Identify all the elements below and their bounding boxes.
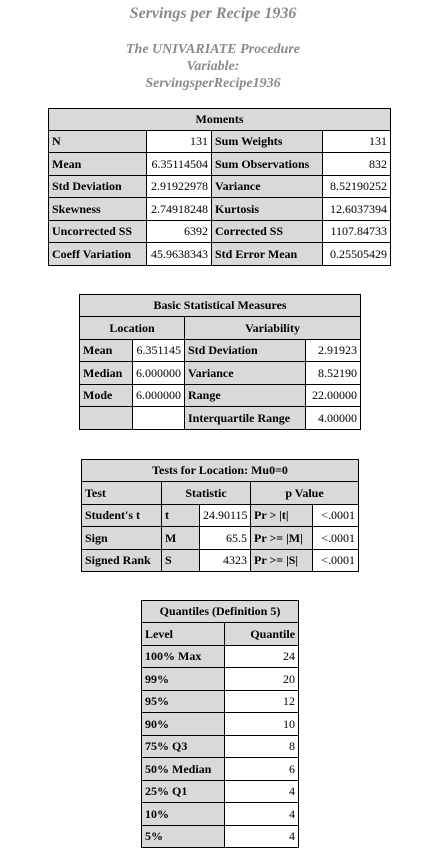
location-value: 6.000000 [133, 385, 185, 407]
quantile-level: 5% [142, 826, 225, 848]
quantile-value: 20 [225, 668, 299, 691]
location-label: Mean [80, 340, 133, 362]
stat-value: 2.91922978 [147, 176, 212, 198]
table-row [142, 781, 299, 803]
pvalue-label: Pr >= |S| [251, 550, 313, 572]
table-row [142, 758, 299, 781]
quantile-level: 95% [142, 691, 225, 713]
statistic-symbol: S [162, 550, 200, 572]
quantile-level: 90% [142, 713, 225, 736]
table-row [142, 713, 299, 736]
table-row [142, 803, 299, 826]
table-row [49, 176, 391, 198]
quantile-level: 99% [142, 668, 225, 691]
stat-value: 1107.84733 [323, 221, 391, 243]
variability-value: 4.00000 [306, 407, 361, 430]
variability-value: 2.91923 [306, 340, 361, 362]
table-row [142, 736, 299, 758]
table-row [49, 243, 391, 266]
variability-value: 8.52190 [306, 362, 361, 385]
statistic-value: 4323 [200, 550, 251, 572]
statistic-value: 24.90115 [200, 505, 251, 527]
quantile-value: 10 [225, 713, 299, 736]
quantile-value: 4 [225, 826, 299, 848]
stat-value: 2.74918248 [147, 198, 212, 221]
stat-value: 0.25505429 [323, 243, 391, 266]
quantile-level: 75% Q3 [142, 736, 225, 758]
statistic-symbol: M [162, 527, 200, 550]
quantile-value: 6 [225, 758, 299, 781]
quantile-value: 4 [225, 781, 299, 803]
quantile-value: 12 [225, 691, 299, 713]
stat-label: N [49, 131, 147, 153]
quantiles-table [141, 600, 299, 848]
location-value [133, 407, 185, 430]
basic-measures-table [79, 294, 361, 430]
stat-label: Std Error Mean [212, 243, 323, 266]
basic-measures-title: Basic Statistical Measures [80, 295, 361, 317]
location-value: 6.351145 [133, 340, 185, 362]
table-row [82, 527, 359, 550]
table-row [80, 407, 361, 430]
test-name: Sign [82, 527, 162, 550]
test-name: Student's t [82, 505, 162, 527]
quantiles-title: Quantiles (Definition 5) [142, 601, 299, 623]
quantile-level: 100% Max [142, 646, 225, 668]
pvalue: <.0001 [313, 505, 359, 527]
stat-label: Sum Weights [212, 131, 323, 153]
location-label: Mode [80, 385, 133, 407]
variability-label: Interquartile Range [185, 407, 306, 430]
stat-value: 832 [323, 153, 391, 176]
table-row [80, 340, 361, 362]
table-row [80, 362, 361, 385]
stat-value: 131 [147, 131, 212, 153]
variable-name: ServingsperRecipe1936 [145, 76, 281, 91]
stat-value: 131 [323, 131, 391, 153]
pvalue-label: Pr > |t| [251, 505, 313, 527]
quantile-level: 10% [142, 803, 225, 826]
variability-header: Variability [185, 317, 361, 340]
statistic-symbol: t [162, 505, 200, 527]
quantile-level: 50% Median [142, 758, 225, 781]
stat-value: 6.35114504 [147, 153, 212, 176]
variable-label: Variable: [186, 59, 240, 74]
stat-label: Std Deviation [49, 176, 147, 198]
stat-value: 45.9638343 [147, 243, 212, 266]
stat-value: 12.6037394 [323, 198, 391, 221]
table-row [49, 153, 391, 176]
quantile-level: 25% Q1 [142, 781, 225, 803]
variability-label: Range [185, 385, 306, 407]
pvalue: <.0001 [313, 550, 359, 572]
test-name: Signed Rank [82, 550, 162, 572]
pvalue-column-header: p Value [251, 482, 359, 505]
stat-label: Sum Observations [212, 153, 323, 176]
variability-label: Variance [185, 362, 306, 385]
variability-value: 22.00000 [306, 385, 361, 407]
tests-title: Tests for Location: Mu0=0 [82, 460, 359, 482]
moments-title: Moments [49, 109, 391, 131]
table-row [80, 385, 361, 407]
stat-label: Mean [49, 153, 147, 176]
stat-value: 6392 [147, 221, 212, 243]
stat-label: Corrected SS [212, 221, 323, 243]
stat-label: Uncorrected SS [49, 221, 147, 243]
test-column-header: Test [82, 482, 162, 505]
pvalue-label: Pr >= |M| [251, 527, 313, 550]
level-column-header: Level [142, 623, 225, 646]
stat-label: Skewness [49, 198, 147, 221]
procedure-title: The UNIVARIATE Procedure [126, 42, 300, 57]
statistic-column-header: Statistic [162, 482, 251, 505]
stat-value: 8.52190252 [323, 176, 391, 198]
pvalue: <.0001 [313, 527, 359, 550]
location-header: Location [80, 317, 185, 340]
table-row [82, 550, 359, 572]
quantile-column-header: Quantile [225, 623, 299, 646]
stat-label: Kurtosis [212, 198, 323, 221]
quantile-value: 24 [225, 646, 299, 668]
location-label: Median [80, 362, 133, 385]
location-label [80, 407, 133, 430]
table-row [49, 198, 391, 221]
table-row [49, 221, 391, 243]
table-row [142, 826, 299, 848]
table-row [49, 131, 391, 153]
moments-table [48, 108, 391, 266]
table-row [82, 505, 359, 527]
statistic-value: 65.5 [200, 527, 251, 550]
report-title: Servings per Recipe 1936 [129, 5, 297, 22]
location-value: 6.000000 [133, 362, 185, 385]
table-row [142, 646, 299, 668]
stat-label: Variance [212, 176, 323, 198]
table-row [142, 691, 299, 713]
tests-for-location-table [81, 459, 359, 572]
quantile-value: 8 [225, 736, 299, 758]
variability-label: Std Deviation [185, 340, 306, 362]
table-row [142, 668, 299, 691]
quantile-value: 4 [225, 803, 299, 826]
stat-label: Coeff Variation [49, 243, 147, 266]
